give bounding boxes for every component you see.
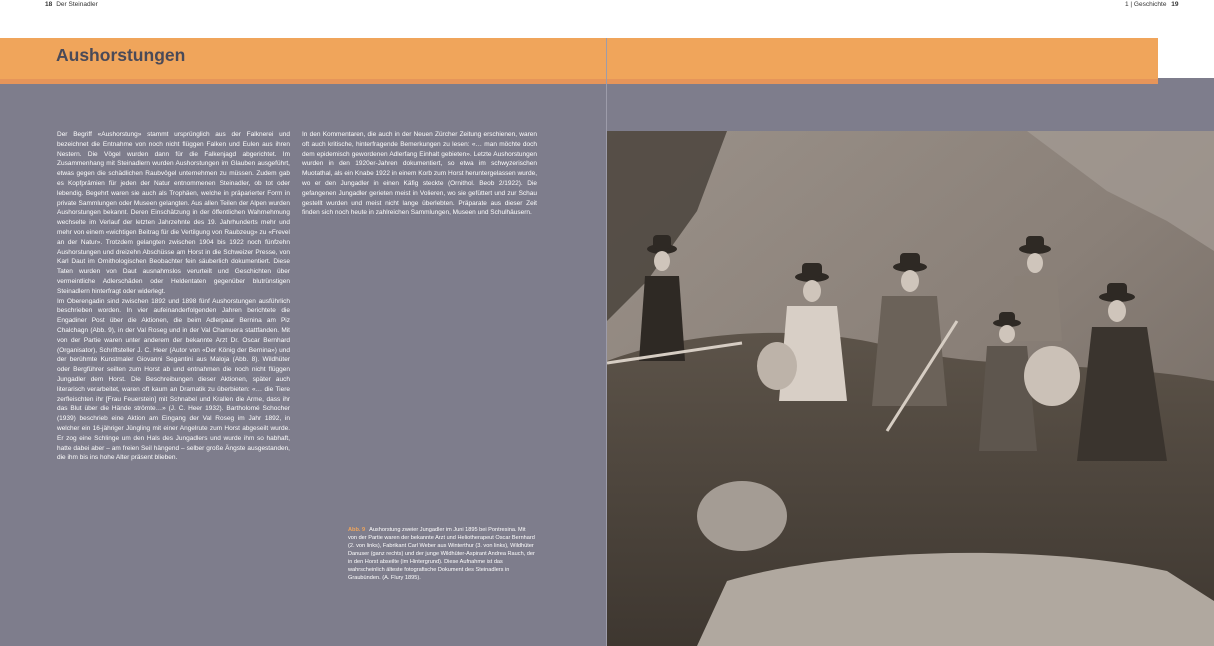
historic-photo	[607, 131, 1214, 646]
boulder-left	[697, 481, 787, 551]
young-eagle	[1024, 346, 1080, 406]
figure-label: Abb. 9	[348, 527, 366, 533]
text-column-1	[57, 130, 290, 463]
caption-text: Aushorstung zweier Jungadler im Juni 1895 bei Pontresina. Mit von der Partie waren der bekannte Arzt und Heliotherapeut Oscar Bernhard (2. von links), Fabrikant Carl Weber aus Winterthur (3. von links), Wildhüter Danuser (ganz rechts) und der junge Wildhüter-Aspirant Andrea Rauch, der in den Horst abseilte (im Hintergrund). Diese Aufnahme ist das wahrscheinlich älteste fotografische Dokument des Steinadlers in Graubünden. (A. Flury 1895).	[348, 527, 535, 581]
right-page-number: 19	[1171, 1, 1179, 8]
photo-illustration	[607, 131, 1214, 646]
section-title: Aushorstungen	[56, 45, 186, 65]
left-folio	[45, 1, 98, 8]
young-eagle	[757, 342, 797, 390]
left-page-number: 18	[45, 1, 53, 8]
title-band-shadow	[0, 79, 1158, 84]
right-running-title: 1 | Geschichte	[1125, 1, 1167, 8]
paragraph: Der Begriff «Aushorstung» stammt ursprünglich aus der Falknerei und bezeichnet die Entnahme von noch nicht flüggen Falken und Eulen aus ihren Nestern. Die Vögel wurden dann für die Falkenjagd abgerichtet. Im Zusammenhang mit Steinadlern wurden Aushorstungen im Glauben ausgeführt, etwas gegen die schädlichen Raubvögel unternehmen zu müssen. Zudem gab es Kopfprämien für jeden der Natur entnommenen Steinadler, ob tot oder lebendig. Begehrt waren sie auch als Trophäen, welche in präparierter Form in private Sammlungen oder Museen gelangten. Aus allen Teilen der Alpen wurden Aushorstungen bekannt. Deren Einschätzung in der öffentlichen Wahrnehmung wechselte im Verlauf der letzten Jahrzehnte des 19. Jahrhunderts mehr und mehr von einem «wichtigen Beitrag für die Vertilgung von Raubzeug» zu «Frevel an der Natur». Trotzdem gelangten zwischen 1904 bis 1922 noch fünfzehn Aushorstungen und dreizehn Abschüsse am Horst in die Schweizer Presse, von Karl Daut im Ornithologischen Beobachter fein säuberlich dokumentiert. Diese Taten wurden von Daut ausnahmslos verurteilt und Geschichten über vermeintliche Adlerschäden oder Heldentaten gegenüber blutrünstigen Steinadlern hinterfragt oder widerlegt.	[57, 131, 290, 295]
page-header	[0, 0, 1214, 38]
left-running-title: Der Steinadler	[56, 1, 98, 8]
right-folio	[1125, 1, 1178, 8]
paragraph: Im Oberengadin sind zwischen 1892 und 1898 fünf Aushorstungen ausführlich beschrieben worden. In vier aufeinanderfolgenden Jahren berichtete die Engadiner Post über die Aktionen, die beim Adlerpaar Bernina am Piz Chalchagn (Abb. 9), in der Val Roseg und in der Val Chamuera stattfanden. Mit von der Partie waren unter anderem der bekannte Arzt Dr. Oscar Bernhard (Organisator), Schriftsteller J. C. Heer (Autor von «Der König der Bernina») und der berühmte Kunstmaler Giovanni Segantini aus Maloja (Abb. 8). Wildhüter oder Bergführer seilten zum Horst ab und entnahmen die noch nicht flüggen Jungadler dem Horst. Die Beschreibungen dieser Aktionen, später auch literarisch verarbeitet, waren oft kaum an Dramatik zu überbieten: «… die Tiere zerfleischten ihr [Frau Feuerstein] mit Schnabel und Krallen die Arme, dass ihr das Blut über die Hände strömte…» (J. C. Heer 1932). Bartholomé Schocher (1939) beschrieb eine Aktion am Eingang der Val Roseg im Jahr 1892, in welcher ein 16-jähriger Jüngling mit einer Angelrute zum Horst abgeseilt wurde. Er zog eine Schlinge um den Hals des Jungadlers und wurde ihm so habhaft, hatte dabei aber – am freien Seil hängend – selber große Ängste ausgestanden, die ihm bis ins hohe Alter präsent blieben.	[57, 297, 290, 462]
margin-block	[1158, 38, 1214, 78]
text-column-2	[302, 130, 537, 218]
figure-caption	[348, 526, 536, 582]
paragraph: In den Kommentaren, die auch in der Neuen Zürcher Zeitung erschienen, waren oft auch kritische, hinterfragende Bemerkungen zu lesen: «… man möchte doch dem epidemisch gewordenen Adlerfang Einhalt gebieten». Letzte Aushorstungen wurden in den 1920er-Jahren dokumentiert, so etwa im schwyzerischen Muotathal, als ein Knabe 1922 in einem Korb zum Horst heruntergelassen wurde, wo er den Jungadler in einen Käfig steckte (Ornithol. Beob 2/1922). Die gefangenen Jungadler gerieten meist in Volieren, wo sie gefüttert und zur Schau gestellt wurden und meist nicht lange überlebten. Präparate aus dieser Zeit finden sich noch heute in zahlreichen Sammlungen, Museen und Schulhäusern.	[302, 131, 537, 217]
